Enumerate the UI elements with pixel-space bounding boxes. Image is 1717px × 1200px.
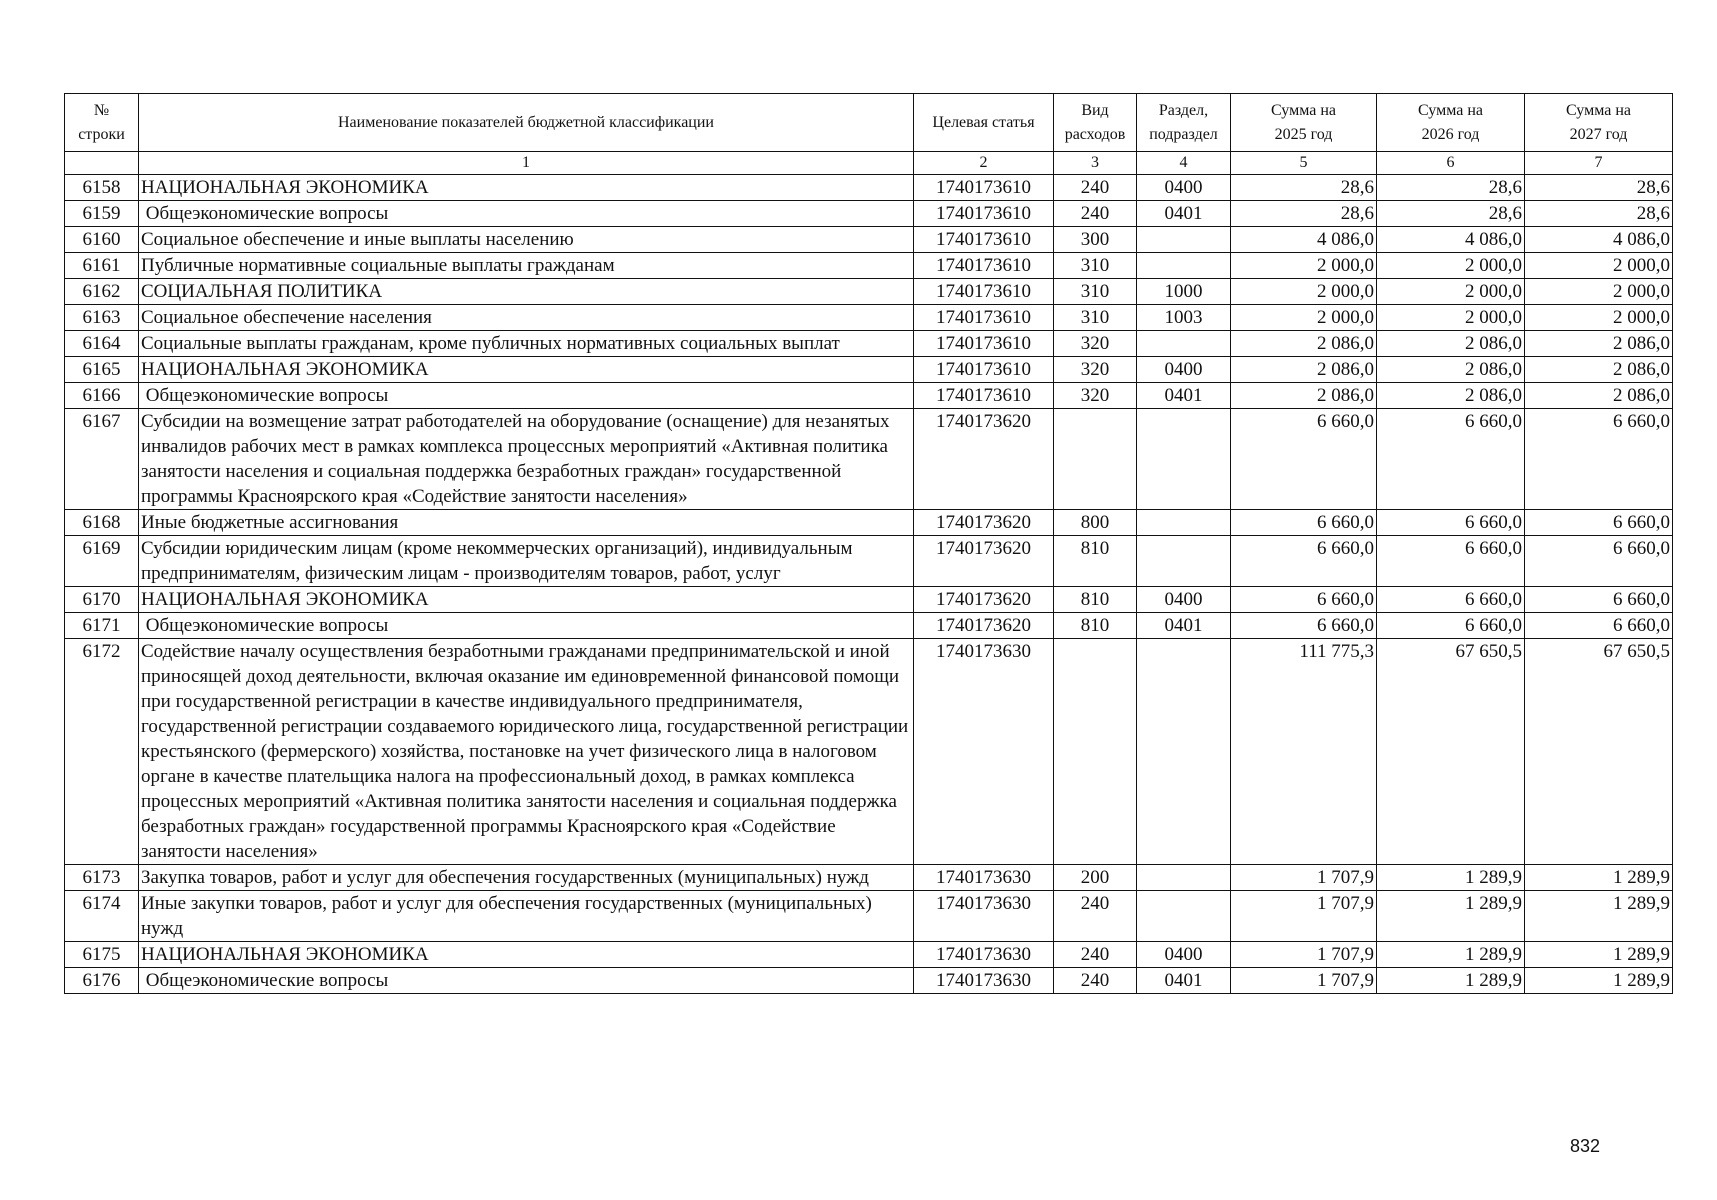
table-row	[65, 305, 1673, 331]
sum-2025-cell: 28,6	[1231, 175, 1377, 201]
section-cell: 1000	[1137, 279, 1231, 305]
sum-2025-cell: 6 660,0	[1231, 613, 1377, 639]
sum-2026-cell: 28,6	[1377, 175, 1525, 201]
section-cell	[1137, 253, 1231, 279]
column-number-cell: 5	[1231, 152, 1377, 175]
target-article-cell: 1740173610	[914, 305, 1054, 331]
table-row	[65, 639, 1673, 865]
column-number-cell: 3	[1054, 152, 1137, 175]
section-cell	[1137, 865, 1231, 891]
row-number-cell: 6166	[65, 383, 139, 409]
sum-2027-cell: 28,6	[1525, 201, 1673, 227]
sum-2026-cell: 1 289,9	[1377, 891, 1525, 942]
row-number-cell: 6159	[65, 201, 139, 227]
indicator-name-cell: Иные бюджетные ассигнования	[139, 510, 914, 536]
row-number-cell: 6163	[65, 305, 139, 331]
indicator-name-cell: Закупка товаров, работ и услуг для обеспечения государственных (муниципальных) нужд	[139, 865, 914, 891]
sum-2026-cell: 6 660,0	[1377, 587, 1525, 613]
expense-type-cell	[1054, 409, 1137, 510]
indicator-name-cell: НАЦИОНАЛЬНАЯ ЭКОНОМИКА	[139, 357, 914, 383]
header-no-label: № строки	[78, 101, 125, 143]
section-cell	[1137, 409, 1231, 510]
section-cell: 0401	[1137, 968, 1231, 994]
header-sum2026-label: Сумма на 2026 год	[1418, 101, 1483, 143]
section-cell: 0401	[1137, 383, 1231, 409]
table-body	[65, 175, 1673, 994]
row-number-cell: 6173	[65, 865, 139, 891]
sum-2026-cell: 6 660,0	[1377, 510, 1525, 536]
section-cell: 0400	[1137, 175, 1231, 201]
sum-2026-cell: 6 660,0	[1377, 409, 1525, 510]
indicator-name-cell: Социальное обеспечение населения	[139, 305, 914, 331]
sum-2025-cell: 2 000,0	[1231, 253, 1377, 279]
sum-2027-cell: 2 086,0	[1525, 331, 1673, 357]
budget-table	[64, 93, 1673, 994]
sum-2025-cell: 2 086,0	[1231, 331, 1377, 357]
sum-2025-cell: 2 086,0	[1231, 357, 1377, 383]
column-number-cell: 1	[139, 152, 914, 175]
sum-2026-cell: 6 660,0	[1377, 536, 1525, 587]
sum-2025-cell: 6 660,0	[1231, 587, 1377, 613]
target-article-cell: 1740173630	[914, 891, 1054, 942]
sum-2027-cell: 2 086,0	[1525, 357, 1673, 383]
header-row-number	[65, 94, 139, 152]
sum-2027-cell: 67 650,5	[1525, 639, 1673, 865]
header-indicator-name	[139, 94, 914, 152]
sum-2026-cell: 1 289,9	[1377, 968, 1525, 994]
table-row	[65, 201, 1673, 227]
sum-2027-cell: 6 660,0	[1525, 510, 1673, 536]
row-number-cell: 6171	[65, 613, 139, 639]
sum-2025-cell: 6 660,0	[1231, 536, 1377, 587]
expense-type-cell: 320	[1054, 383, 1137, 409]
sum-2025-cell: 6 660,0	[1231, 510, 1377, 536]
sum-2026-cell: 1 289,9	[1377, 865, 1525, 891]
header-vid-label: Вид расходов	[1064, 101, 1126, 143]
expense-type-cell: 240	[1054, 201, 1137, 227]
header-target-article	[914, 94, 1054, 152]
row-number-cell: 6169	[65, 536, 139, 587]
section-cell	[1137, 510, 1231, 536]
expense-type-cell: 310	[1054, 279, 1137, 305]
target-article-cell: 1740173630	[914, 942, 1054, 968]
row-number-cell: 6174	[65, 891, 139, 942]
table-row	[65, 587, 1673, 613]
row-number-cell: 6170	[65, 587, 139, 613]
expense-type-cell: 240	[1054, 968, 1137, 994]
target-article-cell: 1740173620	[914, 510, 1054, 536]
sum-2027-cell: 1 289,9	[1525, 891, 1673, 942]
row-number-cell: 6162	[65, 279, 139, 305]
indicator-name-cell: Содействие началу осуществления безработными гражданами предпринимательской и иной приносящей доход деятельности, включая оказание им единовременной финансовой помощи при государственной регистрации в качестве индивидуального предпринимателя, государственной регистрации создаваемого юридического лица, государственной регистрации крестьянского (фермерского) хозяйства, постановке на учет физического лица в налоговом органе в качестве плательщика налога на профессиональный доход, в рамках комплекса процессных мероприятий «Активная политика занятости населения и социальная поддержка безработных граждан» государственной программы Красноярского края «Содействие занятости населения»	[139, 639, 914, 865]
column-number-cell: 6	[1377, 152, 1525, 175]
sum-2027-cell: 6 660,0	[1525, 587, 1673, 613]
indicator-name-cell: Субсидии юридическим лицам (кроме некоммерческих организаций), индивидуальным предпринимателям, физическим лицам - производителям товаров, работ, услуг	[139, 536, 914, 587]
row-number-cell: 6161	[65, 253, 139, 279]
target-article-cell: 1740173620	[914, 536, 1054, 587]
indicator-name-cell: Общеэкономические вопросы	[139, 968, 914, 994]
section-cell	[1137, 891, 1231, 942]
section-cell: 0401	[1137, 201, 1231, 227]
sum-2025-cell: 4 086,0	[1231, 227, 1377, 253]
target-article-cell: 1740173610	[914, 201, 1054, 227]
sum-2027-cell: 6 660,0	[1525, 409, 1673, 510]
header-name-label: Наименование показателей бюджетной классификации	[338, 113, 714, 131]
sum-2026-cell: 2 000,0	[1377, 305, 1525, 331]
target-article-cell: 1740173610	[914, 175, 1054, 201]
row-number-cell: 6158	[65, 175, 139, 201]
target-article-cell: 1740173610	[914, 331, 1054, 357]
row-number-cell: 6164	[65, 331, 139, 357]
sum-2026-cell: 2 086,0	[1377, 331, 1525, 357]
expense-type-cell: 810	[1054, 536, 1137, 587]
table-row	[65, 865, 1673, 891]
row-number-cell: 6160	[65, 227, 139, 253]
section-cell: 0400	[1137, 587, 1231, 613]
target-article-cell: 1740173610	[914, 383, 1054, 409]
sum-2027-cell: 6 660,0	[1525, 613, 1673, 639]
indicator-name-cell: Общеэкономические вопросы	[139, 201, 914, 227]
target-article-cell: 1740173630	[914, 639, 1054, 865]
sum-2025-cell: 111 775,3	[1231, 639, 1377, 865]
row-number-cell: 6176	[65, 968, 139, 994]
sum-2026-cell: 2 000,0	[1377, 279, 1525, 305]
sum-2025-cell: 1 707,9	[1231, 942, 1377, 968]
sum-2025-cell: 28,6	[1231, 201, 1377, 227]
sum-2025-cell: 1 707,9	[1231, 968, 1377, 994]
sum-2027-cell: 2 000,0	[1525, 253, 1673, 279]
table-row	[65, 331, 1673, 357]
sum-2026-cell: 6 660,0	[1377, 613, 1525, 639]
header-code-label: Целевая статья	[932, 113, 1035, 131]
indicator-name-cell: НАЦИОНАЛЬНАЯ ЭКОНОМИКА	[139, 587, 914, 613]
expense-type-cell: 310	[1054, 253, 1137, 279]
sum-2025-cell: 1 707,9	[1231, 891, 1377, 942]
section-cell	[1137, 536, 1231, 587]
section-cell: 0401	[1137, 613, 1231, 639]
sum-2027-cell: 6 660,0	[1525, 536, 1673, 587]
expense-type-cell: 240	[1054, 891, 1137, 942]
sum-2027-cell: 2 000,0	[1525, 305, 1673, 331]
expense-type-cell: 300	[1054, 227, 1137, 253]
expense-type-cell: 320	[1054, 357, 1137, 383]
sum-2026-cell: 28,6	[1377, 201, 1525, 227]
target-article-cell: 1740173610	[914, 253, 1054, 279]
sum-2026-cell: 1 289,9	[1377, 942, 1525, 968]
row-number-cell: 6167	[65, 409, 139, 510]
table-row	[65, 613, 1673, 639]
section-cell: 0400	[1137, 357, 1231, 383]
table-row	[65, 357, 1673, 383]
sum-2027-cell: 2 086,0	[1525, 383, 1673, 409]
expense-type-cell: 810	[1054, 587, 1137, 613]
target-article-cell: 1740173610	[914, 357, 1054, 383]
indicator-name-cell: Иные закупки товаров, работ и услуг для обеспечения государственных (муниципальных) нужд	[139, 891, 914, 942]
table-row	[65, 253, 1673, 279]
column-number-cell: 4	[1137, 152, 1231, 175]
target-article-cell: 1740173610	[914, 227, 1054, 253]
expense-type-cell: 240	[1054, 942, 1137, 968]
indicator-name-cell: Социальные выплаты гражданам, кроме публичных нормативных социальных выплат	[139, 331, 914, 357]
indicator-name-cell: Субсидии на возмещение затрат работодателей на оборудование (оснащение) для незанятых инвалидов рабочих мест в рамках комплекса процессных мероприятий «Активная политика занятости населения и социальная поддержка безработных граждан» государственной программы Красноярского края «Содействие занятости населения»	[139, 409, 914, 510]
header-sum-2025	[1231, 94, 1377, 152]
header-sum2025-label: Сумма на 2025 год	[1271, 101, 1336, 143]
row-number-cell: 6168	[65, 510, 139, 536]
table-row	[65, 536, 1673, 587]
column-number-cell: 7	[1525, 152, 1673, 175]
table-row	[65, 279, 1673, 305]
sum-2026-cell: 2 086,0	[1377, 357, 1525, 383]
expense-type-cell: 310	[1054, 305, 1137, 331]
sum-2027-cell: 2 000,0	[1525, 279, 1673, 305]
sum-2026-cell: 2 086,0	[1377, 383, 1525, 409]
sum-2026-cell: 67 650,5	[1377, 639, 1525, 865]
header-section	[1137, 94, 1231, 152]
sum-2027-cell: 28,6	[1525, 175, 1673, 201]
section-cell: 1003	[1137, 305, 1231, 331]
header-expense-type	[1054, 94, 1137, 152]
column-number-cell: 2	[914, 152, 1054, 175]
header-sum2027-label: Сумма на 2027 год	[1566, 101, 1631, 143]
table-row	[65, 510, 1673, 536]
page-number: 832	[1570, 1136, 1601, 1156]
indicator-name-cell: НАЦИОНАЛЬНАЯ ЭКОНОМИКА	[139, 175, 914, 201]
target-article-cell: 1740173620	[914, 409, 1054, 510]
section-cell	[1137, 227, 1231, 253]
sum-2025-cell: 1 707,9	[1231, 865, 1377, 891]
table-row	[65, 968, 1673, 994]
header-razd-label: Раздел, подраздел	[1149, 101, 1218, 143]
table-row	[65, 409, 1673, 510]
indicator-name-cell: НАЦИОНАЛЬНАЯ ЭКОНОМИКА	[139, 942, 914, 968]
header-sum-2026	[1377, 94, 1525, 152]
row-number-cell: 6175	[65, 942, 139, 968]
target-article-cell: 1740173630	[914, 865, 1054, 891]
column-number-cell	[65, 152, 139, 175]
table-row	[65, 891, 1673, 942]
section-cell: 0400	[1137, 942, 1231, 968]
header-sum-2027	[1525, 94, 1673, 152]
sum-2025-cell: 6 660,0	[1231, 409, 1377, 510]
expense-type-cell: 200	[1054, 865, 1137, 891]
row-number-cell: 6165	[65, 357, 139, 383]
section-cell	[1137, 639, 1231, 865]
sum-2025-cell: 2 000,0	[1231, 305, 1377, 331]
indicator-name-cell: Социальное обеспечение и иные выплаты населению	[139, 227, 914, 253]
table-row	[65, 383, 1673, 409]
sum-2026-cell: 2 000,0	[1377, 253, 1525, 279]
sum-2027-cell: 4 086,0	[1525, 227, 1673, 253]
indicator-name-cell: СОЦИАЛЬНАЯ ПОЛИТИКА	[139, 279, 914, 305]
sum-2025-cell: 2 000,0	[1231, 279, 1377, 305]
sum-2027-cell: 1 289,9	[1525, 865, 1673, 891]
target-article-cell: 1740173610	[914, 279, 1054, 305]
sum-2025-cell: 2 086,0	[1231, 383, 1377, 409]
expense-type-cell: 800	[1054, 510, 1137, 536]
sum-2027-cell: 1 289,9	[1525, 942, 1673, 968]
table-row	[65, 942, 1673, 968]
sum-2026-cell: 4 086,0	[1377, 227, 1525, 253]
indicator-name-cell: Общеэкономические вопросы	[139, 383, 914, 409]
expense-type-cell	[1054, 639, 1137, 865]
sum-2027-cell: 1 289,9	[1525, 968, 1673, 994]
target-article-cell: 1740173620	[914, 613, 1054, 639]
row-number-cell: 6172	[65, 639, 139, 865]
section-cell	[1137, 331, 1231, 357]
indicator-name-cell: Общеэкономические вопросы	[139, 613, 914, 639]
table-row	[65, 227, 1673, 253]
expense-type-cell: 810	[1054, 613, 1137, 639]
target-article-cell: 1740173620	[914, 587, 1054, 613]
expense-type-cell: 240	[1054, 175, 1137, 201]
table-row	[65, 175, 1673, 201]
indicator-name-cell: Публичные нормативные социальные выплаты гражданам	[139, 253, 914, 279]
target-article-cell: 1740173630	[914, 968, 1054, 994]
expense-type-cell: 320	[1054, 331, 1137, 357]
